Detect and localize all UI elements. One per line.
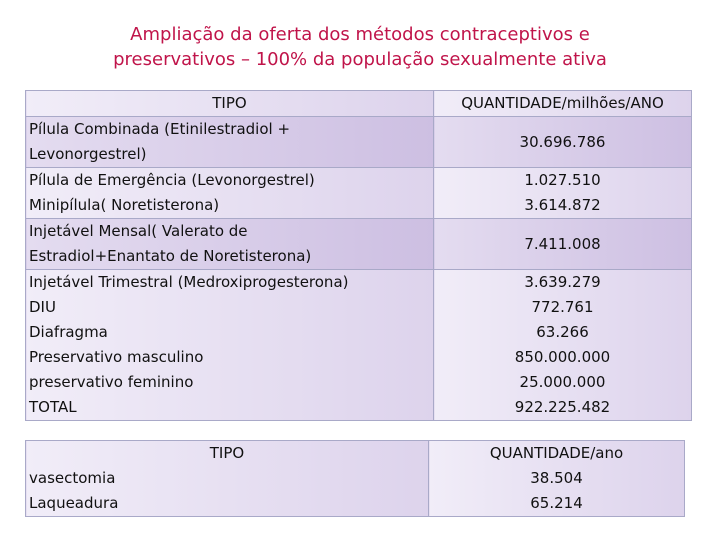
quantidade-line: 772.761 bbox=[531, 298, 594, 316]
tipo-line: Estradiol+Enantato de Noretisterona) bbox=[29, 247, 312, 265]
quantidade-cell: 30.696.786 bbox=[434, 117, 692, 168]
quantidade-line: 38.504 bbox=[530, 469, 583, 487]
quantidade-cell bbox=[434, 168, 692, 219]
table-row bbox=[26, 219, 692, 270]
quantidade-line: 25.000.000 bbox=[519, 373, 606, 391]
header-quantidade: QUANTIDADE/milhões/ANO bbox=[434, 91, 692, 117]
quantidade-line: 65.214 bbox=[530, 494, 583, 512]
header-quantidade: QUANTIDADE/ano bbox=[489, 444, 624, 462]
quantidade-line: 1.027.510 bbox=[524, 171, 601, 189]
quantidade-line: 3.614.872 bbox=[524, 196, 601, 214]
tipo-cell bbox=[26, 219, 434, 270]
surgical-methods-table bbox=[25, 440, 685, 517]
tipo-cell bbox=[26, 441, 429, 517]
tipo-line: Minipílula( Noretisterona) bbox=[29, 196, 220, 214]
table-row bbox=[26, 441, 685, 517]
tipo-line: Injetável Mensal( Valerato de bbox=[29, 222, 248, 240]
contraceptive-methods-table bbox=[25, 90, 692, 421]
page-title bbox=[0, 22, 720, 72]
tipo-line: vasectomia bbox=[29, 469, 116, 487]
tipo-line: TOTAL bbox=[29, 398, 77, 416]
quantidade-line: 850.000.000 bbox=[514, 348, 611, 366]
quantidade-line: 922.225.482 bbox=[514, 398, 611, 416]
tipo-line: DIU bbox=[29, 298, 56, 316]
table-row bbox=[26, 168, 692, 219]
header-tipo: TIPO bbox=[209, 444, 245, 462]
header-tipo: TIPO bbox=[26, 91, 434, 117]
title-line-2: preservativos – 100% da população sexualmente ativa bbox=[113, 49, 607, 70]
quantidade-line: 3.639.279 bbox=[524, 273, 601, 291]
tipo-cell bbox=[26, 117, 434, 168]
table-row bbox=[26, 270, 692, 421]
quantidade-line: 63.266 bbox=[536, 323, 589, 341]
quantidade-cell bbox=[429, 441, 685, 517]
quantidade-cell: 7.411.008 bbox=[434, 219, 692, 270]
title-line-1: Ampliação da oferta dos métodos contraceptivos e bbox=[130, 24, 590, 45]
table-header-row bbox=[26, 91, 692, 117]
tipo-line: Pílula Combinada (Etinilestradiol + bbox=[29, 120, 291, 138]
quantidade-cell bbox=[434, 270, 692, 421]
tipo-cell bbox=[26, 168, 434, 219]
tipo-line: Laqueadura bbox=[29, 494, 119, 512]
tipo-line: preservativo feminino bbox=[29, 373, 194, 391]
tipo-cell bbox=[26, 270, 434, 421]
tipo-line: Preservativo masculino bbox=[29, 348, 204, 366]
tipo-line: Injetável Trimestral (Medroxiprogesterona) bbox=[29, 273, 349, 291]
tipo-line: Diafragma bbox=[29, 323, 108, 341]
tipo-line: Levonorgestrel) bbox=[29, 145, 147, 163]
tipo-line: Pílula de Emergência (Levonorgestrel) bbox=[29, 171, 315, 189]
table-row bbox=[26, 117, 692, 168]
